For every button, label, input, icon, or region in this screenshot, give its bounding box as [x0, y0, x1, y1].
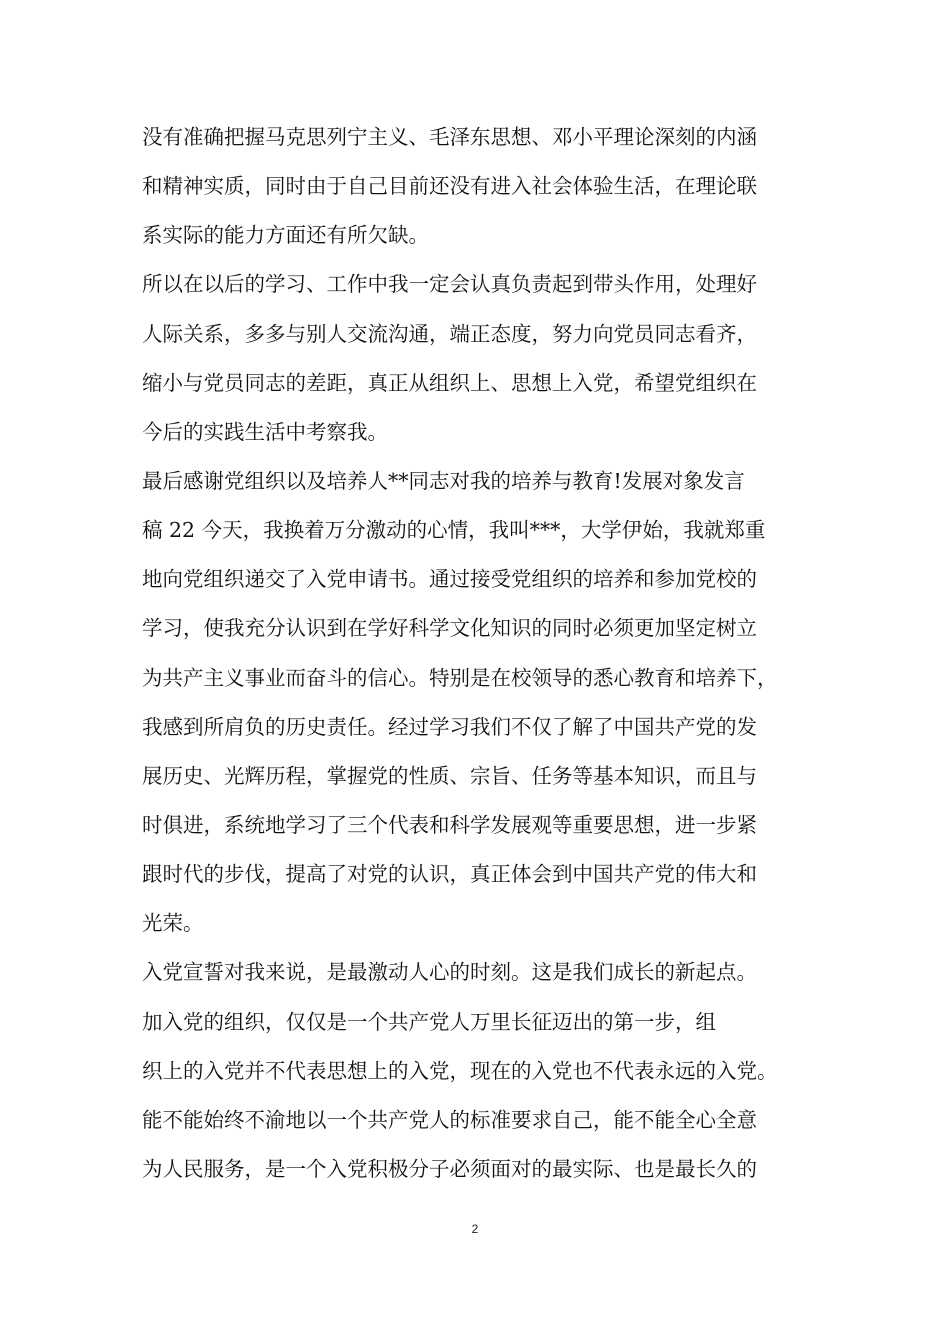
text-line: 缩小与党员同志的差距，真正从组织上、思想上入党，希望党组织在 — [142, 370, 757, 395]
text-line: 和精神实质，同时由于自己目前还没有进入社会体验生活，在理论联 — [142, 174, 757, 199]
body-text — [142, 113, 812, 1194]
text-line: 学习，使我充分认识到在学好科学文化知识的同时必须更加坚定树立 — [142, 616, 757, 641]
text-line: 稿 22 今天，我换着万分激动的心情，我叫***，大学伊始，我就郑重 — [142, 518, 766, 543]
text-line: 为人民服务，是一个入党积极分子必须面对的最实际、也是最长久的 — [142, 1156, 757, 1181]
text-line: 织上的入党并不代表思想上的入党，现在的入党也不代表永远的入党。 — [142, 1058, 778, 1083]
text-line: 光荣。 — [142, 911, 204, 936]
text-line: 今后的实践生活中考察我。 — [142, 419, 388, 444]
text-line: 加入党的组织，仅仅是一个共产党人万里长征迈出的第一步，组 — [142, 1009, 716, 1034]
text-line: 最后感谢党组织以及培养人**同志对我的培养与教育!发展对象发言 — [142, 468, 745, 493]
text-line: 为共产主义事业而奋斗的信心。特别是在校领导的悉心教育和培养下， — [142, 665, 778, 690]
text-line: 展历史、光辉历程，掌握党的性质、宗旨、任务等基本知识，而且与 — [142, 763, 757, 788]
text-line: 所以在以后的学习、工作中我一定会认真负责起到带头作用，处理好 — [142, 272, 757, 297]
text-line: 时俱进，系统地学习了三个代表和科学发展观等重要思想，进一步紧 — [142, 812, 757, 837]
text-line: 没有准确把握马克思列宁主义、毛泽东思想、邓小平理论深刻的内涵 — [142, 125, 757, 149]
text-line: 地向党组织递交了入党申请书。通过接受党组织的培养和参加党校的 — [142, 567, 757, 592]
text-line: 我感到所肩负的历史责任。经过学习我们不仅了解了中国共产党的发 — [142, 714, 757, 739]
text-line: 系实际的能力方面还有所欠缺。 — [142, 223, 429, 248]
text-line: 人际关系，多多与别人交流沟通，端正态度，努力向党员同志看齐， — [142, 321, 757, 346]
text-line: 能不能始终不渝地以一个共产党人的标准要求自己，能不能全心全意 — [142, 1107, 757, 1132]
text-line: 入党宣誓对我来说，是最激动人心的时刻。这是我们成长的新起点。 — [142, 960, 757, 985]
page-number: 2 — [471, 1222, 479, 1236]
text-line: 跟时代的步伐，提高了对党的认识，真正体会到中国共产党的伟大和 — [142, 862, 757, 887]
